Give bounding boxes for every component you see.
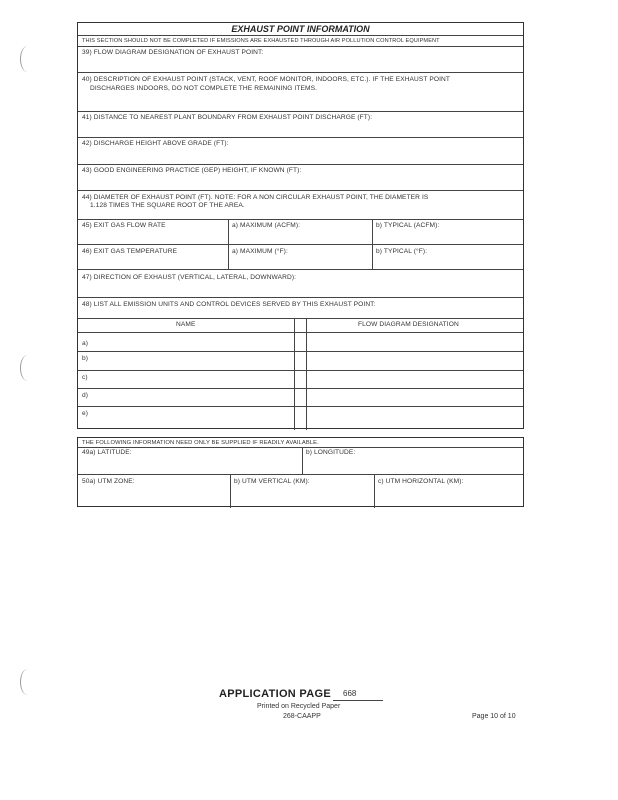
application-page-label: APPLICATION PAGE xyxy=(219,688,331,700)
table-row[interactable]: d) xyxy=(82,392,89,399)
form-title: EXHAUST POINT INFORMATION xyxy=(231,24,370,34)
table-row[interactable]: b) xyxy=(82,355,89,362)
q50-utm-horizontal[interactable]: c) UTM HORIZONTAL (KM): xyxy=(378,478,464,485)
binder-hole-top xyxy=(20,46,35,72)
q40-description-line2: DISCHARGES INDOORS, DO NOT COMPLETE THE REMAINING ITEMS. xyxy=(90,85,318,92)
binder-hole-bottom xyxy=(20,669,35,695)
optional-location-section xyxy=(77,437,524,507)
q45-exit-gas-flow: 45) EXIT GAS FLOW RATE xyxy=(82,222,166,229)
page-count: Page 10 of 10 xyxy=(472,713,516,720)
q46-exit-gas-temperature: 46) EXIT GAS TEMPERATURE xyxy=(82,248,178,255)
q49-latitude[interactable]: 49a) LATITUDE: xyxy=(82,449,132,456)
q41-distance-boundary[interactable]: 41) DISTANCE TO NEAREST PLANT BOUNDARY FROM EXHAUST POINT DISCHARGE (FT): xyxy=(82,114,373,121)
section-note: THIS SECTION SHOULD NOT BE COMPLETED IF EMISSIONS ARE EXHAUSTED THROUGH AIR POLLUTION CONTROL EQUIPMENT xyxy=(82,38,440,44)
q50-utm-zone[interactable]: 50a) UTM ZONE: xyxy=(82,478,135,485)
table-header-flow-diagram: FLOW DIAGRAM DESIGNATION xyxy=(358,321,459,328)
q49-longitude[interactable]: b) LONGITUDE: xyxy=(306,449,356,456)
q44-diameter-line2: 1.128 TIMES THE SQUARE ROOT OF THE AREA. xyxy=(90,202,245,209)
optional-note: THE FOLLOWING INFORMATION NEED ONLY BE SUPPLIED IF READILY AVAILABLE. xyxy=(82,440,319,446)
printed-recycled-note: Printed on Recycled Paper xyxy=(257,703,341,710)
q46-maximum-f[interactable]: a) MAXIMUM (°F): xyxy=(232,248,288,255)
q46-typical-f[interactable]: b) TYPICAL (°F): xyxy=(376,248,428,255)
q44-diameter[interactable]: 44) DIAMETER OF EXHAUST POINT (FT). NOTE: FOR A NON CIRCULAR EXHAUST POINT, THE DIAMETER IS xyxy=(82,194,429,201)
q47-direction[interactable]: 47) DIRECTION OF EXHAUST (VERTICAL, LATERAL, DOWNWARD): xyxy=(82,274,297,281)
binder-hole-middle xyxy=(20,355,35,381)
q39-flow-diagram[interactable]: 39) FLOW DIAGRAM DESIGNATION OF EXHAUST POINT: xyxy=(82,49,264,56)
exhaust-point-form xyxy=(77,22,524,429)
q40-description[interactable]: 40) DESCRIPTION OF EXHAUST POINT (STACK, VENT, ROOF MONITOR, INDOORS, ETC.). IF THE EXHAUST POINT xyxy=(82,76,451,83)
q48-emission-units: 48) LIST ALL EMISSION UNITS AND CONTROL DEVICES SERVED BY THIS EXHAUST POINT: xyxy=(82,301,376,308)
q50-utm-vertical[interactable]: b) UTM VERTICAL (KM): xyxy=(234,478,310,485)
form-code: 268-CAAPP xyxy=(283,713,321,720)
q43-gep-height[interactable]: 43) GOOD ENGINEERING PRACTICE (GEP) HEIGHT, IF KNOWN (FT): xyxy=(82,167,302,174)
table-row[interactable]: a) xyxy=(82,340,89,347)
application-page-number: 668 xyxy=(343,689,357,698)
q45-maximum-acfm[interactable]: a) MAXIMUM (ACFM): xyxy=(232,222,301,229)
table-row[interactable]: c) xyxy=(82,374,88,381)
q45-typical-acfm[interactable]: b) TYPICAL (ACFM): xyxy=(376,222,440,229)
table-header-name: NAME xyxy=(176,321,196,328)
q42-discharge-height[interactable]: 42) DISCHARGE HEIGHT ABOVE GRADE (FT): xyxy=(82,140,229,147)
table-row[interactable]: e) xyxy=(82,410,89,417)
